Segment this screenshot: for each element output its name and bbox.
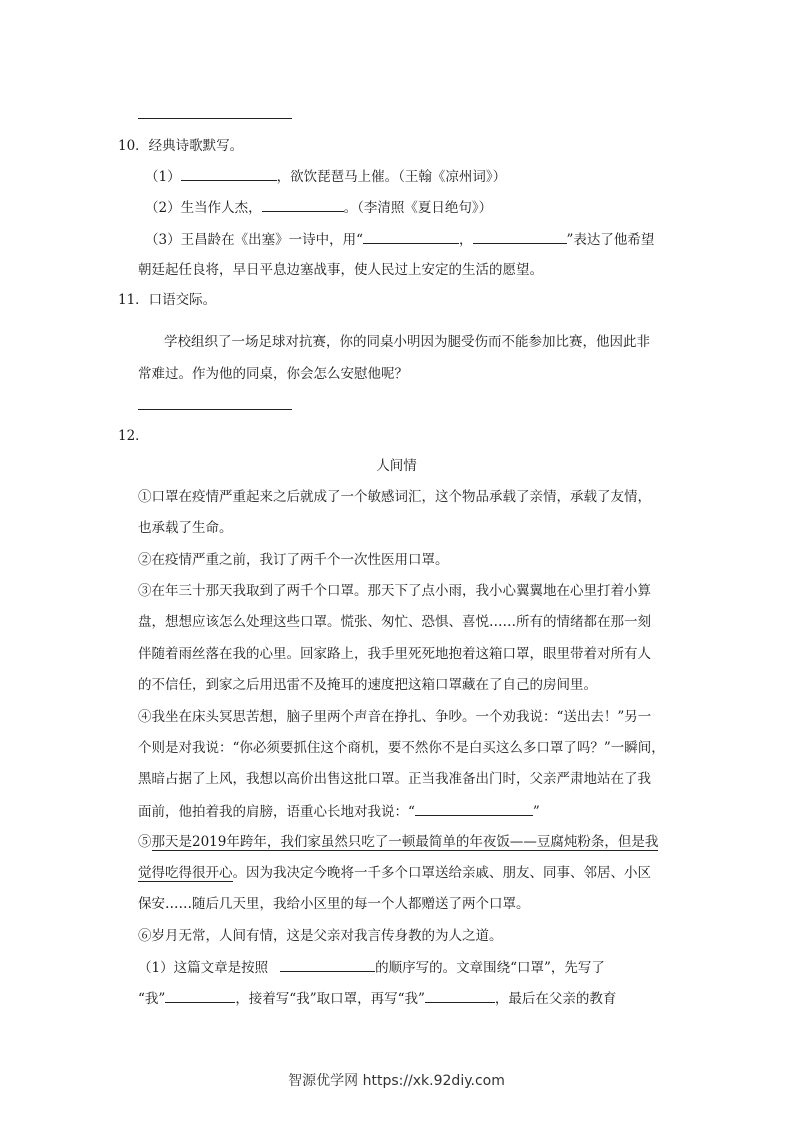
para-1-line-2: 也承载了生命。 (138, 520, 233, 536)
para-3-line-4: 的不信任，到家之后用迅雷不及掩耳的速度把这箱口罩藏在了自己的房间里。 (138, 677, 597, 693)
q11-paragraph-line-2: 常难过。作为他的同桌，你会怎么安慰他呢？ (138, 366, 408, 382)
sub-question-1-line-1 (138, 957, 605, 978)
q10-item1-prefix: （1） (145, 169, 181, 185)
q10-heading: 10．经典诗歌默写。 (118, 138, 244, 154)
para-6-line-1: ⑥岁月无常，人间有情，这是父亲对我言传身教的为人之道。 (138, 928, 503, 944)
para-3-line-1: ③在年三十那天我取到了两千个口罩。那天下了点小雨，我小心翼翼地在心里打着小算 (138, 583, 651, 599)
q10-item3-suffix: ”表达了他希望 (566, 232, 655, 248)
para-3-line-2: 盘，想想应该怎么处理这些口罩。慌张、匆忙、恐惧、喜悦……所有的情绪都在那一刻 (138, 614, 651, 630)
sub-question-1-blank-then[interactable] (425, 988, 495, 1003)
para-4-line-2: 个则是对我说：“你必须要抓住这个商机，要不然你不是白买这么多口罩了吗？”一瞬间， (138, 740, 665, 756)
q10-item3-prefix: （3）王昌龄在《出塞》一诗中，用“ (145, 232, 363, 248)
q10-item1 (145, 166, 506, 187)
sub-question-1-prefix: （1）这篇文章是按照 (138, 960, 269, 976)
passage-title: 人间情 (376, 458, 417, 474)
q12-heading: 12． (118, 428, 149, 444)
q10-item3-comma: ， (459, 232, 473, 248)
sub-question-1-middle: ，接着写“我”取口罩，再写“我” (235, 991, 425, 1007)
q11-answer-blank[interactable] (138, 409, 292, 410)
q10-item3-blank-2[interactable] (473, 229, 567, 244)
sub-question-1-blank-first[interactable] (165, 988, 235, 1003)
para-5-line-1 (138, 832, 658, 852)
para-4-line-4-text: 面前，他拍着我的肩膀，语重心长地对我说：“ (138, 804, 415, 820)
sub-question-1-wo-a: “我” (138, 991, 166, 1007)
q10-item1-blank[interactable] (181, 166, 277, 181)
para-3-line-3: 伴随着雨丝落在我的心里。回家路上，我手里死死地抱着这箱口罩，眼里带着对所有人 (138, 646, 651, 662)
para-5-underlined-sentence-part-1: 那天是2019年跨年，我们家虽然只吃了一顿最简单的年夜饭——豆腐炖粉条，但是我 (151, 834, 659, 850)
q10-item2 (145, 197, 492, 218)
q10-item2-blank[interactable] (262, 197, 344, 212)
para-1-line-1: ①口罩在疫情严重起来之后就成了一个敏感词汇，这个物品承载了亲情，承载了友情， (138, 489, 651, 505)
para-5-line-2-rest: 。因为我决定今晚将一千多个口罩送给亲戚、朋友、同事、邻居、小区 (232, 865, 651, 881)
q10-item3-continued: 朝廷起任良将，早日平息边塞战事，使人民过上安定的生活的愿望。 (138, 262, 543, 278)
q10-item1-suffix: ，欲饮琵琶马上催。（王翰《凉州词》） (276, 169, 507, 185)
sub-question-1-end: ，最后在父亲的教育 (494, 991, 617, 1007)
para-4-line-4 (138, 801, 540, 822)
q10-item2-prefix: （2）生当作人杰， (145, 200, 262, 216)
top-answer-blank (138, 118, 292, 119)
q11-paragraph-line-1: 学校组织了一场足球对抗赛，你的同桌小明因为腿受伤而不能参加比赛，他因此非 (164, 334, 650, 350)
para-5-underlined-sentence-part-2: 觉得吃得很开心 (138, 865, 233, 881)
q10-item3-blank-1[interactable] (363, 229, 459, 244)
para-4-line-4-close-quote: ” (532, 804, 540, 820)
sub-question-1-blank-order[interactable] (280, 957, 375, 972)
para-2-line-1: ②在疫情严重之前，我订了两千个一次性医用口罩。 (138, 552, 449, 568)
para-5-line-3: 保安……随后几天里，我给小区里的每一个人都赠送了两个口罩。 (138, 896, 530, 912)
q10-item2-suffix: 。（李清照《夏日绝句》） (343, 200, 493, 216)
watermark-footer: 智源优学网 https://xk.92diy.com (288, 1073, 505, 1089)
para-4-line-1: ④我坐在床头冥思苦想，脑子里两个声音在挣扎、争吵。一个劝我说：“送出去！”另一 (138, 709, 652, 725)
para-4-line-3: 黑暗占据了上风，我想以高价出售这批口罩。正当我准备出门时，父亲严肃地站在了我 (138, 771, 651, 787)
sub-question-1-line-2 (138, 988, 616, 1009)
para-5-line-2 (138, 863, 651, 883)
q11-heading: 11．口语交际。 (118, 292, 217, 308)
father-quote-blank[interactable] (415, 801, 533, 816)
para-5-number: ⑤ (138, 834, 152, 850)
sub-question-1-suffix: 的顺序写的。文章围绕“口罩”，先写了 (375, 960, 605, 976)
q10-item3 (145, 229, 654, 250)
